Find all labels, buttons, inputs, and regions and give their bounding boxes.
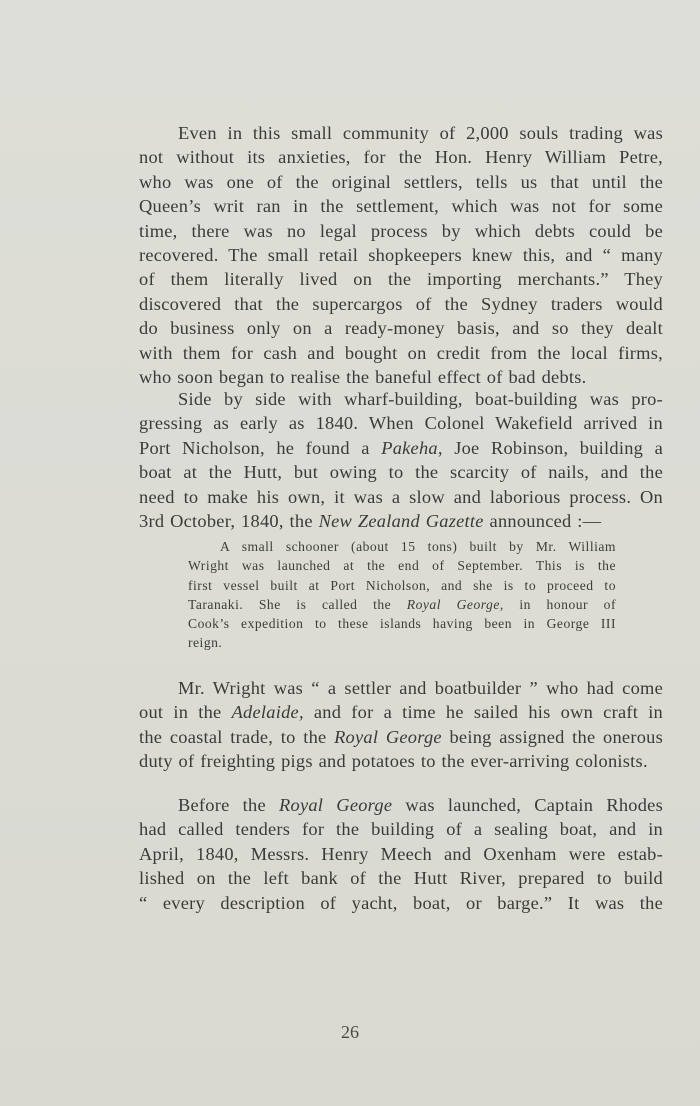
paragraph-3-line: duty of freighting pigs and potatoes to the ever-arriving colonists. <box>139 751 648 772</box>
paragraph-3-line <box>139 725 663 749</box>
quote-line: A small schooner (about 15 tons) built by Mr. William <box>220 539 616 554</box>
paragraph-3-line <box>139 700 663 724</box>
paragraph-2-line: Side by side with wharf-building, boat-building was pro- <box>178 389 663 409</box>
paragraph-2-text: Joe Robinson, building a <box>442 437 663 458</box>
paragraph-3-text: being assigned the onerous <box>441 726 664 747</box>
paragraph-1-line: time, there was no legal process by which debts could be <box>139 220 663 241</box>
italic-term-pakeha: Pakeha, <box>381 437 443 458</box>
paragraph-4-line: April, 1840, Messrs. Henry Meech and Oxenham were estab- <box>139 843 663 864</box>
paragraph-4-line: lished on the left bank of the Hutt River, prepared to build <box>139 868 663 889</box>
paragraph-3 <box>139 676 663 774</box>
paragraph-4-line <box>139 793 663 817</box>
paragraph-2-text: Port Nicholson, he found a <box>139 437 382 458</box>
paragraph-2-line <box>139 509 663 533</box>
paragraph-2-line <box>139 436 663 460</box>
quote-line <box>188 595 616 614</box>
italic-title-new-zealand-gazette: New Zealand Gazette <box>318 511 484 532</box>
paragraph-2 <box>139 387 663 533</box>
paragraph-2-line: need to make his own, it was a slow and laborious process. On <box>139 486 663 507</box>
paragraph-1 <box>139 121 663 389</box>
paragraph-4-line: had called tenders for the building of a sealing boat, and in <box>139 819 663 840</box>
paragraph-4-line: “ every description of yacht, boat, or barge.” It was the <box>139 892 663 913</box>
paragraph-3-text: and for a time he sailed his own craft in <box>303 702 663 723</box>
paragraph-1-line: of them literally lived on the importing merchants.” They <box>139 269 663 290</box>
paragraph-1-line: who was one of the original settlers, tells us that until the <box>139 171 663 192</box>
paragraph-4-text: Before the <box>178 795 280 815</box>
page-number: 26 <box>341 1022 359 1042</box>
quote-text: Taranaki. She is called the <box>188 596 407 612</box>
quote-line: Wright was launched at the end of September. This is the <box>188 558 616 574</box>
paragraph-1-line: who soon began to realise the baneful effect of bad debts. <box>139 367 587 388</box>
italic-ship-royal-george: Royal George, <box>406 596 504 612</box>
paragraph-2-line: boat at the Hutt, but owing to the scarcity of nails, and the <box>139 462 663 483</box>
paragraph-1-line: with them for cash and bought on credit from the local firms, <box>139 342 663 363</box>
paragraph-3-line: Mr. Wright was “ a settler and boatbuilder ” who had come <box>178 678 663 698</box>
quote-line: first vessel built at Port Nicholson, and she is to proceed to <box>188 577 616 593</box>
paragraph-4-text: was launched, Captain Rhodes <box>392 795 663 815</box>
paragraph-1-line: discovered that the supercargos of the Sydney traders would <box>139 293 663 314</box>
paragraph-1-line: recovered. The small retail shopkeepers knew this, and “ many <box>139 245 663 266</box>
paragraph-2-line: gressing as early as 1840. When Colonel Wakefield arrived in <box>139 413 663 434</box>
paragraph-4 <box>139 793 663 915</box>
paragraph-2-text: announced :— <box>483 511 602 532</box>
paragraph-1-line: do business only on a ready-money basis, and so they dealt <box>139 318 663 339</box>
quote-line: reign. <box>188 635 223 651</box>
quote-line: Cook’s expedition to these islands having been in George III <box>188 616 616 632</box>
paragraph-1-line: Queen’s writ ran in the settlement, which was not for some <box>139 196 663 217</box>
paragraph-2-text: 3rd October, 1840, the <box>139 511 319 532</box>
paragraph-1-line: Even in this small community of 2,000 souls trading was <box>178 123 663 143</box>
italic-ship-adelaide: Adelaide, <box>231 702 304 723</box>
block-quote <box>188 537 616 653</box>
paragraph-3-text: the coastal trade, to the <box>139 726 335 747</box>
paragraph-1-line: not without its anxieties, for the Hon. Henry William Petre, <box>139 147 663 168</box>
quote-text: in honour of <box>503 596 616 612</box>
italic-ship-royal-george: Royal George <box>334 726 442 747</box>
paragraph-3-text: out in the <box>139 702 232 723</box>
italic-ship-royal-george: Royal George <box>279 795 393 815</box>
